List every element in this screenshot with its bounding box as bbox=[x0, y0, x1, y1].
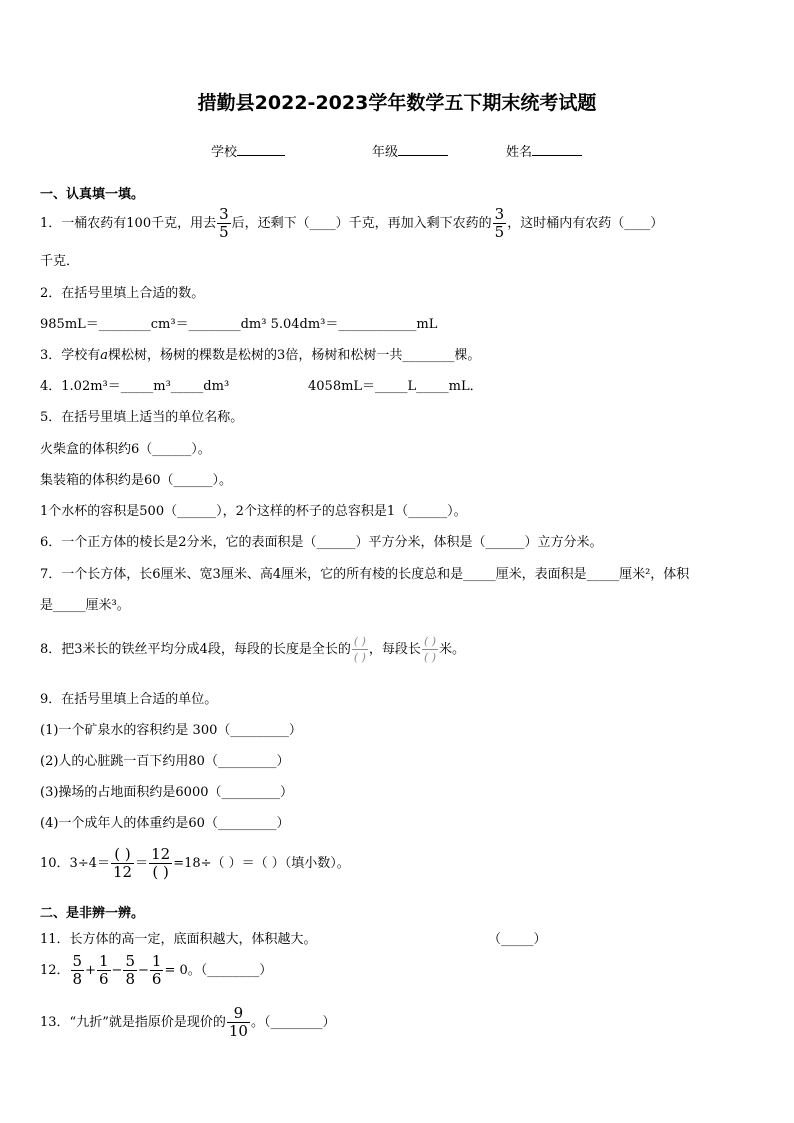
section-2-heading: 二、是非辨一辨。 bbox=[40, 906, 145, 921]
q12-number: 12． bbox=[40, 963, 70, 978]
fraction-3-5: $\frac{3}{5}$ bbox=[219, 205, 229, 241]
q13-fraction-9-10: $\frac{9}{10}$ bbox=[228, 1004, 248, 1040]
question-2-title: 2．在括号里填上合适的数。 bbox=[40, 286, 205, 301]
question-5-line-2: 集装箱的体积约是60（______）。 bbox=[40, 473, 233, 488]
question-3 bbox=[40, 344, 480, 363]
question-9-item-1: (1)一个矿泉水的容积约是 300（_________） bbox=[40, 723, 302, 738]
question-5-line-3: 1个水杯的容积是500（______），2个这样的杯子的总容积是1（______）。 bbox=[40, 504, 467, 519]
q12-fraction-3: $\frac{5}{8}$ bbox=[125, 952, 135, 988]
question-5-line-1: 火柴盒的体积约6（______）。 bbox=[40, 442, 211, 457]
question-9-item-3: (3)操场的占地面积约是6000（_________） bbox=[40, 785, 293, 800]
q1-text-b: 后，还剩下（____）千克，再加入剩下农药的 bbox=[231, 216, 492, 231]
question-7-line-2: 是_____厘米³。 bbox=[40, 598, 130, 613]
q3-variable: a bbox=[100, 348, 109, 363]
q8-text-c: 米。 bbox=[439, 642, 466, 657]
q10-text-b: =18÷（ ）＝（ ）（填小数）。 bbox=[173, 856, 350, 871]
placeholder-fraction-2: $\frac{( )}{( )}$ bbox=[423, 635, 437, 664]
grade-blank bbox=[398, 143, 448, 156]
question-6: 6．一个正方体的棱长是2分米，它的表面积是（______）平方分米，体积是（______）立方分米。 bbox=[40, 535, 603, 550]
question-9-item-4: (4)一个成年人的体重约是60（_________） bbox=[40, 816, 290, 831]
q12-fraction-2: $\frac{1}{6}$ bbox=[99, 952, 109, 988]
question-1 bbox=[40, 206, 663, 241]
q13-text-b: 。（________） bbox=[250, 1015, 336, 1030]
question-10 bbox=[40, 846, 350, 881]
question-11: 11．长方体的高一定，底面积越大，体积越大。 bbox=[40, 932, 317, 947]
q10-equals: ＝ bbox=[135, 856, 149, 871]
q10-fraction-1: $\frac{( )}{12}$ bbox=[112, 845, 133, 881]
name-blank bbox=[532, 143, 582, 156]
q1-text-a: 1．一桶农药有100千克，用去 bbox=[40, 216, 217, 231]
q12-plus: + bbox=[85, 963, 96, 978]
school-field bbox=[211, 141, 285, 160]
name-label: 姓名 bbox=[506, 145, 533, 160]
q10-fraction-2: $\frac{12}{( )}$ bbox=[151, 845, 171, 881]
question-9-title: 9．在括号里填上合适的单位。 bbox=[40, 692, 218, 707]
question-11-answer-blank: （_____） bbox=[488, 932, 547, 947]
section-1-heading: 一、认真填一填。 bbox=[40, 187, 145, 202]
question-4-part-a: 4．1.02m³＝_____m³_____dm³ bbox=[40, 379, 230, 394]
question-2-line: 985mL＝________cm³＝________dm³ 5.04dm³＝____________mL bbox=[40, 317, 438, 332]
q10-text-a: 10．3÷4＝ bbox=[40, 856, 110, 871]
q12-fraction-4: $\frac{1}{6}$ bbox=[151, 952, 162, 988]
question-9-item-2: (2)人的心脏跳一百下约用80（_________） bbox=[40, 754, 290, 769]
question-8 bbox=[40, 634, 465, 665]
question-13 bbox=[40, 1005, 335, 1040]
q8-text-a: 8．把3米长的铁丝平均分成4段，每段的长度是全长的 bbox=[40, 642, 351, 657]
name-field bbox=[506, 141, 582, 160]
question-4-part-b: 4058mL＝_____L_____mL． bbox=[308, 379, 483, 394]
q12-text-b: = 0。（________） bbox=[164, 963, 273, 978]
question-7-line-1: 7．一个长方体，长6厘米、宽3厘米、高4厘米，它的所有棱的长度总和是_____厘米，表面积是_____厘米²，体积 bbox=[40, 567, 690, 582]
question-5-title: 5．在括号里填上适当的单位名称。 bbox=[40, 410, 244, 425]
q12-fraction-1: $\frac{5}{8}$ bbox=[72, 952, 83, 988]
q3-text-a: 3．学校有 bbox=[40, 348, 101, 363]
grade-field bbox=[372, 141, 448, 160]
q12-minus-2: − bbox=[138, 963, 149, 978]
question-12 bbox=[40, 953, 272, 988]
q3-text-b: 棵松树，杨树的棵数是松树的3倍，杨树和松树一共________棵。 bbox=[108, 348, 481, 363]
q12-minus-1: − bbox=[111, 963, 123, 978]
placeholder-fraction-1: $\frac{( )}{( )}$ bbox=[353, 635, 366, 664]
q1-continuation: 千克． bbox=[40, 254, 80, 269]
fraction-3-5-second: $\frac{3}{5}$ bbox=[494, 205, 505, 241]
school-blank bbox=[237, 143, 285, 156]
school-label: 学校 bbox=[211, 145, 238, 160]
page-title: 措勤县2022-2023学年数学五下期末统考试题 bbox=[197, 92, 597, 114]
grade-label: 年级 bbox=[372, 145, 399, 160]
q1-text-c: ，这时桶内有农药（____） bbox=[507, 216, 664, 231]
q8-text-b: ，每段长 bbox=[368, 642, 421, 657]
q13-text-a: 13．“九折”就是指原价是现价的 bbox=[40, 1015, 226, 1030]
